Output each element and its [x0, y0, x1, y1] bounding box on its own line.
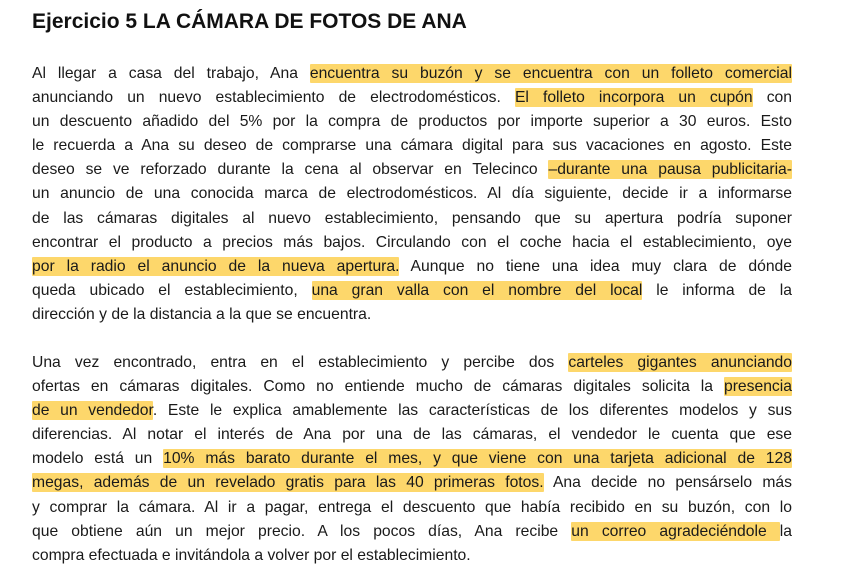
- body-text: modelo está un: [32, 450, 164, 468]
- body-text: con: [752, 89, 792, 107]
- text-line: [32, 182, 792, 206]
- text-line: [32, 62, 792, 86]
- body-text: ofertas en cámaras digitales. Como no entiende mucho de cámaras digitales solicita la: [32, 378, 724, 396]
- body-text: diferencias. Al notar el interés de Ana por una de las cámaras, el vendedor le cuenta que ese: [32, 426, 792, 444]
- text-line: [32, 520, 792, 544]
- body-text: un descuento añadido del 5% por la compra de productos por importe superior a 30 euros. Esto: [32, 113, 792, 131]
- body-text: Ana decide no pensárselo más: [543, 474, 792, 492]
- body-text: anunciando un nuevo establecimiento de electrodomésticos.: [32, 89, 515, 107]
- highlighted-text: encuentra su buzón y se encuentra con un folleto comercial: [309, 65, 792, 82]
- highlighted-text: 10% más barato durante el mes, y que viene con una tarjeta adicional de 128: [163, 450, 792, 468]
- text-line: [32, 134, 792, 158]
- text-line: [32, 496, 792, 520]
- exercise-title: Ejercicio 5 LA CÁMARA DE FOTOS DE ANA: [32, 10, 467, 33]
- text-line: [32, 447, 792, 471]
- paragraph-1: [32, 62, 792, 327]
- text-line: [32, 351, 792, 375]
- highlighted-text: de un vendedor: [32, 402, 153, 420]
- body-text: le recuerda a Ana su deseo de comprarse una cámara digital para sus vacaciones en agosto. Este: [32, 137, 792, 155]
- text-line: [32, 279, 792, 303]
- text-line: [32, 110, 792, 134]
- text-line: [32, 399, 792, 423]
- paragraph-2: [32, 351, 792, 568]
- body-text: dirección y de la distancia a la que se encuentra.: [32, 305, 372, 323]
- highlighted-text: un correo agradeciéndole: [571, 522, 780, 540]
- body-text: encontrar el producto a precios más bajos. Circulando con el coche hacia el establecimiento, oye: [32, 233, 792, 251]
- highlighted-text: carteles gigantes anunciando: [568, 354, 792, 371]
- highlighted-text: El folleto incorpora un cupón: [514, 89, 753, 107]
- text-line: [32, 423, 792, 447]
- body-text: compra efectuada e invitándola a volver por el establecimiento.: [32, 546, 471, 564]
- body-text: y comprar la cámara. Al ir a pagar, entrega el descuento que había recibido en su buzón, con lo: [32, 498, 792, 516]
- body-text: . Este le explica amablemente las características de los diferentes modelos y sus: [152, 402, 792, 420]
- text-line: [32, 158, 792, 182]
- body-text: queda ubicado el establecimiento,: [32, 281, 312, 299]
- body-text: le informa de la: [642, 281, 792, 299]
- body-text: la: [779, 522, 792, 540]
- text-line: [32, 471, 792, 495]
- text-line: [32, 303, 792, 327]
- highlighted-text: megas, además de un revelado gratis para las 40 primeras fotos.: [32, 474, 544, 492]
- text-line: [32, 375, 792, 399]
- body-text: Al llegar a casa del trabajo, Ana: [32, 65, 310, 82]
- text-line: [32, 544, 792, 568]
- text-line: [32, 86, 792, 110]
- body-text: un anuncio de una conocida marca de electrodomésticos. Al día siguiente, decide ir a informarse: [32, 185, 792, 203]
- highlighted-text: una gran valla con el nombre del local: [311, 281, 643, 299]
- highlighted-text: por la radio el anuncio de la nueva apertura.: [32, 257, 400, 275]
- body-text: que obtiene aún un mejor precio. A los pocos días, Ana recibe: [32, 522, 572, 540]
- text-line: [32, 207, 792, 231]
- highlighted-text: presencia: [723, 378, 792, 396]
- text-line: [32, 255, 792, 279]
- body-text: Aunque no tiene una idea muy clara de dónde: [399, 257, 792, 275]
- body-text: deseo se ve reforzado durante la cena al observar en Telecinco: [32, 161, 549, 179]
- text-line: [32, 231, 792, 255]
- body-text: Una vez encontrado, entra en el establecimiento y percibe dos: [32, 354, 569, 371]
- body-text: de las cámaras digitales al nuevo establecimiento, pensando que su apertura podría suponer: [32, 209, 792, 227]
- highlighted-text: –durante una pausa publicitaria-: [548, 161, 793, 179]
